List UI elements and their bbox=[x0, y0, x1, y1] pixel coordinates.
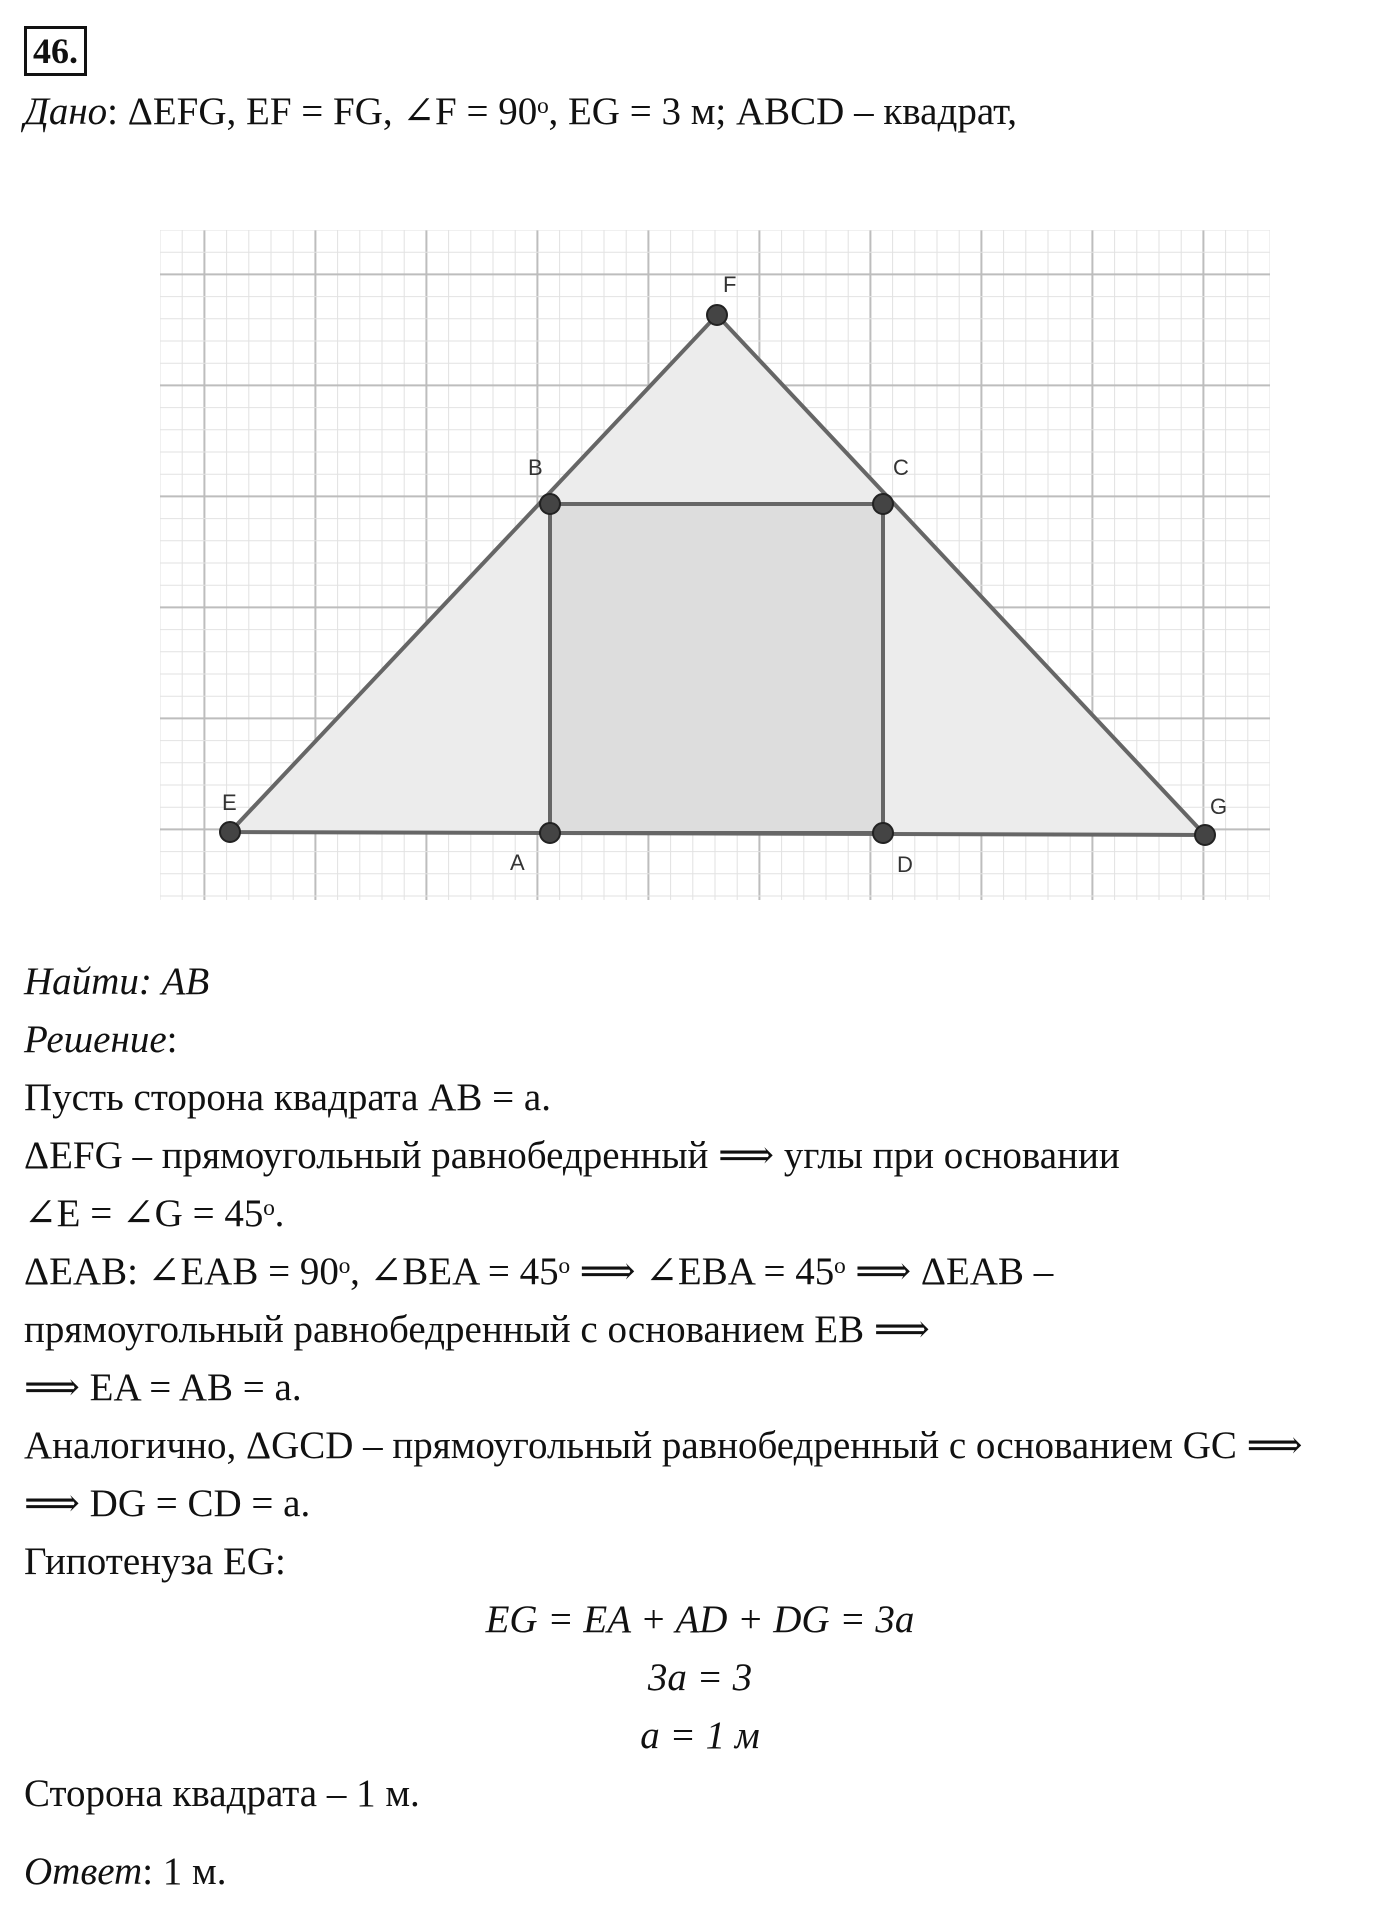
answer-text: : 1 м. bbox=[142, 1850, 227, 1893]
geometry-figure bbox=[160, 230, 1270, 900]
find-text: : AB bbox=[138, 960, 210, 1003]
solution-label: Решение bbox=[24, 1018, 167, 1061]
label-g: G bbox=[1210, 794, 1228, 819]
conclusion: Сторона квадрата – 1 м. bbox=[24, 1772, 420, 1815]
solution-line: прямоугольный равнобедренный с основанием EB ⟹ bbox=[24, 1308, 930, 1351]
point-e bbox=[220, 822, 240, 842]
solution-line: Аналогично, ΔGCD – прямоугольный равнобедренный с основанием GC ⟹ bbox=[24, 1424, 1303, 1467]
point-a bbox=[540, 823, 560, 843]
label-f: F bbox=[723, 272, 737, 297]
solution-line: ΔEFG – прямоугольный равнобедренный ⟹ углы при основании bbox=[24, 1134, 1120, 1177]
point-g bbox=[1195, 825, 1215, 845]
find-label: Найти bbox=[24, 960, 139, 1003]
point-d bbox=[873, 823, 893, 843]
solution-heading bbox=[24, 1016, 177, 1064]
given-text: : ΔEFG, EF = FG, ∠F = 90ᵒ, EG = 3 м; ABCD – квадрат, bbox=[107, 90, 1017, 133]
answer-line bbox=[24, 1848, 226, 1896]
solution-line: Пусть сторона квадрата AB = a. bbox=[24, 1076, 551, 1119]
equation: a = 1 м bbox=[640, 1714, 760, 1757]
label-a: A bbox=[510, 850, 525, 875]
label-d: D bbox=[897, 852, 913, 877]
point-c bbox=[873, 494, 893, 514]
solution-line: ⟹ DG = CD = a. bbox=[24, 1482, 311, 1525]
solution-line: ⟹ EA = AB = a. bbox=[24, 1366, 302, 1409]
label-e: E bbox=[222, 790, 237, 815]
equation: EG = EA + AD + DG = 3a bbox=[485, 1598, 915, 1641]
label-c: C bbox=[893, 455, 909, 480]
solution-line: Гипотенуза EG: bbox=[24, 1540, 286, 1583]
find-line bbox=[24, 958, 209, 1006]
given-label: Дано bbox=[24, 90, 108, 133]
square-abcd bbox=[550, 504, 883, 833]
point-b bbox=[540, 494, 560, 514]
given-line bbox=[24, 88, 1017, 136]
solution-line: ∠E = ∠G = 45ᵒ. bbox=[24, 1192, 285, 1235]
answer-label: Ответ bbox=[24, 1850, 143, 1893]
problem-number: 46. bbox=[24, 26, 87, 76]
label-b: B bbox=[528, 455, 543, 480]
solution-line: ΔEAB: ∠EAB = 90ᵒ, ∠BEA = 45ᵒ ⟹ ∠EBA = 45ᵒ ⟹ ΔEAB – bbox=[24, 1250, 1054, 1293]
equation: 3a = 3 bbox=[647, 1656, 753, 1699]
solution-label-colon: : bbox=[166, 1018, 178, 1061]
point-f bbox=[707, 305, 727, 325]
